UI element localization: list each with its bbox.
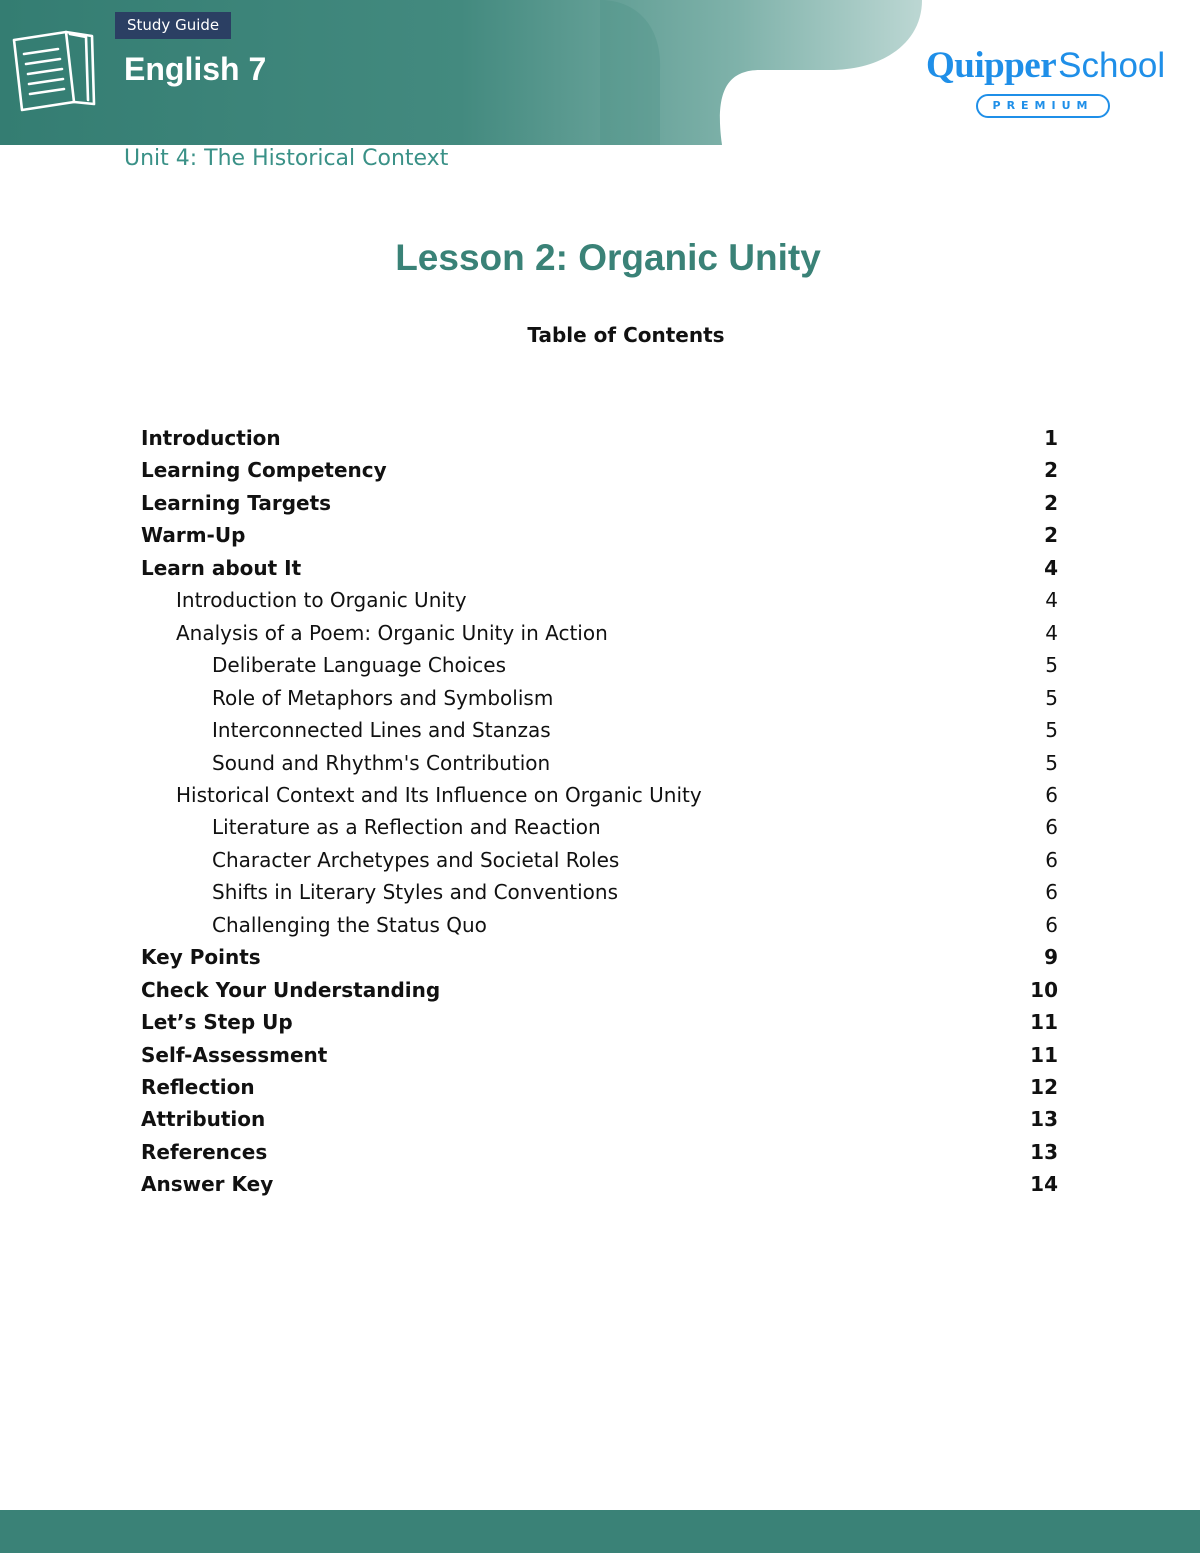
toc-entry-label: Interconnected Lines and Stanzas xyxy=(212,718,551,743)
toc-entry[interactable] xyxy=(0,520,1200,550)
toc-entry-label: Learn about It xyxy=(141,555,302,580)
toc-entry[interactable] xyxy=(0,942,1200,972)
toc-title: Table of Contents xyxy=(527,323,725,347)
toc-entry-label: Historical Context and Its Influence on Organic Unity xyxy=(176,782,702,807)
toc-entry-page: 6 xyxy=(1045,782,1058,807)
toc-entry[interactable] xyxy=(0,975,1200,1005)
toc-entry[interactable] xyxy=(0,455,1200,485)
toc-entry-label: Shifts in Literary Styles and Conventions xyxy=(212,880,618,905)
toc-entry-label: Role of Metaphors and Symbolism xyxy=(212,685,554,710)
toc-entry[interactable] xyxy=(0,1040,1200,1070)
logo-product: School xyxy=(1058,46,1166,85)
toc-entry[interactable] xyxy=(0,618,1200,648)
toc-entry-page: 5 xyxy=(1045,750,1058,775)
premium-badge: PREMIUM xyxy=(976,94,1110,118)
toc-entry-page: 6 xyxy=(1045,912,1058,937)
toc-entry[interactable] xyxy=(0,1137,1200,1167)
quipper-school-logo xyxy=(926,44,1166,124)
toc-entry-page: 11 xyxy=(1030,1042,1058,1067)
toc-entry-label: Attribution xyxy=(141,1107,266,1132)
toc-entry[interactable] xyxy=(0,553,1200,583)
toc-entry-label: Check Your Understanding xyxy=(141,977,441,1002)
toc-entry-label: Reflection xyxy=(141,1075,255,1099)
book-icon xyxy=(8,24,100,116)
toc-entry-label: Key Points xyxy=(141,945,261,970)
toc-entry-label: Challenging the Status Quo xyxy=(212,912,487,937)
toc-entry[interactable] xyxy=(0,650,1200,680)
toc-entry[interactable] xyxy=(0,683,1200,713)
footer-bar xyxy=(0,1510,1200,1553)
toc-entry-label: Character Archetypes and Societal Roles xyxy=(212,847,620,872)
toc-entry-page: 2 xyxy=(1044,523,1058,548)
toc-entry-page: 1 xyxy=(1044,426,1058,450)
toc-entry[interactable] xyxy=(0,1072,1200,1102)
toc-entry[interactable] xyxy=(0,585,1200,615)
toc-entry-label: Analysis of a Poem: Organic Unity in Action xyxy=(176,620,608,645)
toc-entry-label: Introduction to Organic Unity xyxy=(176,588,467,613)
toc-entry-label: Warm-Up xyxy=(141,523,246,548)
toc-entry-page: 6 xyxy=(1045,815,1058,840)
toc-entry-page: 5 xyxy=(1045,653,1058,678)
toc-entry[interactable] xyxy=(0,748,1200,778)
toc-entry-page: 5 xyxy=(1045,718,1058,743)
toc-entry-label: Answer Key xyxy=(141,1172,274,1197)
toc-entry-page: 13 xyxy=(1030,1139,1058,1164)
toc-entry[interactable] xyxy=(0,488,1200,518)
toc-entry-page: 11 xyxy=(1030,1010,1058,1035)
lesson-title: Lesson 2: Organic Unity xyxy=(395,237,821,278)
toc-entry-page: 9 xyxy=(1044,945,1058,970)
toc-entry-page: 10 xyxy=(1030,977,1058,1002)
toc-entry-label: Learning Targets xyxy=(141,490,332,515)
toc-entry[interactable] xyxy=(0,1104,1200,1134)
toc-entry-page: 5 xyxy=(1045,685,1058,710)
toc-entry-page: 6 xyxy=(1045,880,1058,905)
toc-entry-page: 2 xyxy=(1044,490,1058,515)
toc-entry[interactable] xyxy=(0,1169,1200,1199)
toc-entry-label: Sound and Rhythm's Contribution xyxy=(212,750,551,775)
toc-entry-label: Let’s Step Up xyxy=(141,1010,293,1035)
subject-title: English 7 xyxy=(124,51,267,87)
study-guide-badge: Study Guide xyxy=(115,12,231,39)
toc-entry-page: 4 xyxy=(1044,555,1058,580)
toc-entry[interactable] xyxy=(0,1007,1200,1037)
toc-entry-label: Self-Assessment xyxy=(141,1042,328,1067)
toc-entry-page: 14 xyxy=(1030,1172,1058,1197)
toc-entry[interactable] xyxy=(0,812,1200,842)
toc-entry-label: References xyxy=(141,1139,268,1164)
toc-entry-label: Introduction xyxy=(141,426,281,450)
toc-entry[interactable] xyxy=(0,845,1200,875)
toc-entry[interactable] xyxy=(0,715,1200,745)
toc-entry-page: 6 xyxy=(1045,847,1058,872)
toc-entry[interactable] xyxy=(0,780,1200,810)
toc-entry-page: 4 xyxy=(1045,588,1058,613)
toc-entry-page: 4 xyxy=(1045,620,1058,645)
toc-entry-label: Deliberate Language Choices xyxy=(212,653,507,678)
toc-entry-label: Learning Competency xyxy=(141,458,387,483)
logo-brand: Quipper xyxy=(926,45,1057,86)
toc-entry[interactable] xyxy=(0,423,1200,453)
toc-entry[interactable] xyxy=(0,877,1200,907)
unit-title: Unit 4: The Historical Context xyxy=(124,146,449,171)
toc-entry-page: 13 xyxy=(1030,1107,1058,1132)
toc-entry-page: 2 xyxy=(1044,458,1058,483)
toc-entry-page: 12 xyxy=(1030,1075,1058,1099)
toc-entry[interactable] xyxy=(0,910,1200,940)
toc-entry-label: Literature as a Reflection and Reaction xyxy=(212,815,601,840)
